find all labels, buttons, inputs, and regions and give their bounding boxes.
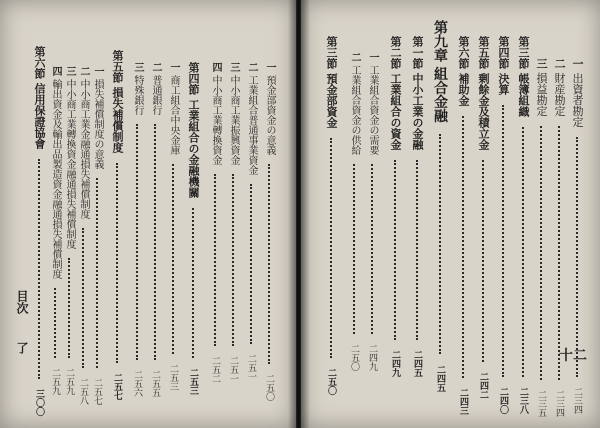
- entry-marker: 第二節: [389, 36, 402, 69]
- entry-page: 二五〇: [349, 343, 359, 371]
- entry-marker: 第三節: [517, 36, 530, 69]
- leader-dots: [214, 174, 216, 346]
- toc-entry: [554, 58, 565, 417]
- entry-marker: 第四節: [187, 62, 200, 95]
- right-page: [300, 0, 600, 428]
- entry-page: 二四九: [390, 349, 400, 377]
- leader-dots: [68, 258, 70, 358]
- entry-marker: 第五節: [477, 36, 490, 69]
- entry-label: 組合金融: [432, 66, 448, 123]
- entry-page: 二三四: [554, 389, 564, 417]
- entry-marker: 三: [228, 62, 239, 72]
- entry-marker: 三: [535, 58, 548, 69]
- entry-marker: 三: [64, 66, 75, 76]
- entry-page: 二五五: [150, 369, 160, 397]
- entry-marker: 一: [367, 52, 378, 62]
- leader-dots: [522, 127, 524, 377]
- entry-label: 補助金: [457, 72, 470, 106]
- leader-dots: [540, 126, 542, 380]
- entry-label: 出資者勘定: [571, 72, 584, 128]
- toc-section: [478, 36, 489, 399]
- leader-dots: [353, 164, 355, 334]
- toc-entry: [210, 62, 220, 383]
- toc-entry: [64, 66, 74, 395]
- entry-label: 損失補償制度の意義: [92, 79, 103, 170]
- entry-page: 二五九: [64, 367, 74, 395]
- entry-marker: 四: [210, 62, 221, 72]
- entry-page: 三〇〇: [34, 388, 44, 416]
- entry-page: 二三四: [572, 386, 582, 414]
- toc-entry: [50, 66, 60, 395]
- toc-entry: [246, 62, 256, 381]
- toc-entry: [92, 66, 102, 405]
- leader-dots: [462, 116, 464, 378]
- leader-dots: [576, 137, 578, 377]
- book-gutter: [288, 0, 310, 428]
- leader-dots: [172, 164, 174, 354]
- toc-entry: [168, 62, 178, 391]
- toc-section: [518, 36, 529, 414]
- entry-page: 二五一: [228, 355, 238, 383]
- toc-chapter: [433, 20, 447, 392]
- toc-entry: [367, 52, 377, 371]
- toc-entry: [78, 66, 88, 405]
- entry-marker: 第四節: [497, 36, 510, 69]
- toc-entry: [572, 58, 583, 414]
- leader-dots: [232, 174, 234, 346]
- entry-marker: 三: [132, 62, 143, 72]
- entry-label: 財産勘定: [553, 72, 566, 117]
- entry-marker: 四: [50, 66, 61, 76]
- entry-page: 二四三: [458, 387, 468, 415]
- toc-entry: [264, 62, 274, 401]
- entry-page: 二五八: [78, 377, 88, 405]
- entry-marker: 二: [246, 62, 257, 72]
- entry-page: 二五三: [168, 363, 178, 391]
- toc-section: [34, 46, 45, 416]
- entry-marker: 二: [150, 62, 161, 72]
- entry-page: 二五二: [210, 355, 220, 383]
- entry-marker: 第六節: [33, 46, 46, 79]
- toc-entry: [132, 62, 142, 397]
- footer-left: 目次: [15, 290, 29, 314]
- entry-label: 中小商工業轉換資金: [210, 75, 221, 166]
- leader-dots: [154, 124, 156, 360]
- leader-dots: [394, 160, 396, 340]
- entry-label: 決算: [497, 72, 510, 95]
- entry-label: 損益勘定: [535, 72, 548, 117]
- leader-dots: [439, 134, 441, 354]
- entry-label: 輸出資金及輸出品製造資金融通損失補償制度: [50, 79, 61, 280]
- toc-section: [412, 36, 423, 377]
- left-page: [0, 0, 297, 428]
- entry-page: 二五六: [132, 369, 142, 397]
- leader-dots: [54, 288, 56, 358]
- toc-section: [390, 36, 401, 377]
- entry-label: 中小商工業金融通損失補償制度: [78, 79, 89, 220]
- entry-page: 二三八: [518, 386, 528, 414]
- entry-label: 中小工業の金融: [411, 72, 424, 150]
- entry-label: 工業組合資金の需要: [367, 65, 378, 156]
- toc-section: [112, 50, 123, 400]
- entry-page: 二五七: [92, 377, 102, 405]
- entry-marker: 二: [553, 58, 566, 69]
- entry-marker: 第一節: [411, 36, 424, 69]
- entry-marker: 二: [78, 66, 89, 76]
- entry-page: 二五九: [50, 367, 60, 395]
- entry-label: 中小商工業轉換資金融通損失補償制度: [64, 79, 75, 250]
- leader-dots: [416, 160, 418, 340]
- entry-label: 工業組合資金の供給: [349, 65, 360, 156]
- entry-marker: 第三節: [325, 36, 338, 69]
- entry-page: 二五七: [112, 372, 122, 400]
- entry-page: 二四〇: [498, 386, 508, 414]
- toc-section: [458, 36, 469, 415]
- leader-dots: [82, 228, 84, 368]
- entry-label: 預金部資金: [325, 72, 338, 128]
- entry-marker: 一: [264, 62, 275, 72]
- entry-page: 二四二: [478, 371, 488, 399]
- page-number: 十二: [559, 348, 587, 364]
- entry-marker: 一: [571, 58, 584, 69]
- leader-dots: [116, 163, 118, 363]
- entry-label: 剰餘金及積立金: [477, 72, 490, 150]
- entry-label: 商工組合中央金庫: [168, 75, 179, 156]
- entry-label: 帳簿組織: [517, 72, 530, 117]
- entry-page: 二五三: [188, 367, 198, 395]
- toc-section: [326, 36, 337, 395]
- toc-entry: [150, 62, 160, 397]
- entry-marker: 第六節: [457, 36, 470, 69]
- leader-dots: [371, 164, 373, 334]
- toc-entry: [536, 58, 547, 417]
- leader-dots: [38, 159, 40, 379]
- entry-label: 工業組合の資金: [389, 72, 402, 150]
- footer-right: 了: [15, 342, 29, 354]
- toc-section: [498, 36, 509, 414]
- entry-marker: 第五節: [111, 50, 124, 83]
- entry-marker: 一: [92, 66, 103, 76]
- toc-entry: [228, 62, 238, 383]
- entry-page: 二四九: [367, 343, 377, 371]
- leader-dots: [482, 160, 484, 362]
- leader-dots: [268, 164, 270, 364]
- leader-dots: [330, 138, 332, 358]
- entry-label: 工業組合普通事業資金: [246, 75, 257, 176]
- entry-label: 損失補償制度: [111, 86, 124, 153]
- leader-dots: [502, 105, 504, 377]
- leader-dots: [136, 124, 138, 360]
- toc-entry: [349, 52, 359, 371]
- entry-label: 中小商工業振興資金: [228, 75, 239, 166]
- entry-page: 二四五: [412, 349, 422, 377]
- entry-label: 特殊銀行: [132, 75, 143, 116]
- leader-dots: [96, 178, 98, 368]
- leader-dots: [558, 126, 560, 380]
- entry-page: 二五一: [246, 353, 256, 381]
- entry-label: 普通銀行: [150, 75, 161, 116]
- entry-marker: 一: [168, 62, 179, 72]
- entry-marker: 第九章: [432, 20, 448, 62]
- entry-page: 二五〇: [326, 367, 336, 395]
- entry-page: 二四五: [435, 364, 445, 392]
- entry-marker: 二: [349, 52, 360, 62]
- entry-label: 信用保證協會: [33, 82, 46, 149]
- leader-dots: [192, 208, 194, 358]
- entry-page: 二三五: [536, 389, 546, 417]
- entry-page: 二五〇: [264, 373, 274, 401]
- leader-dots: [250, 184, 252, 344]
- entry-label: 預金部資金の意義: [264, 75, 275, 156]
- entry-label: 工業組合の金融機關: [187, 98, 200, 198]
- toc-section: [188, 62, 199, 395]
